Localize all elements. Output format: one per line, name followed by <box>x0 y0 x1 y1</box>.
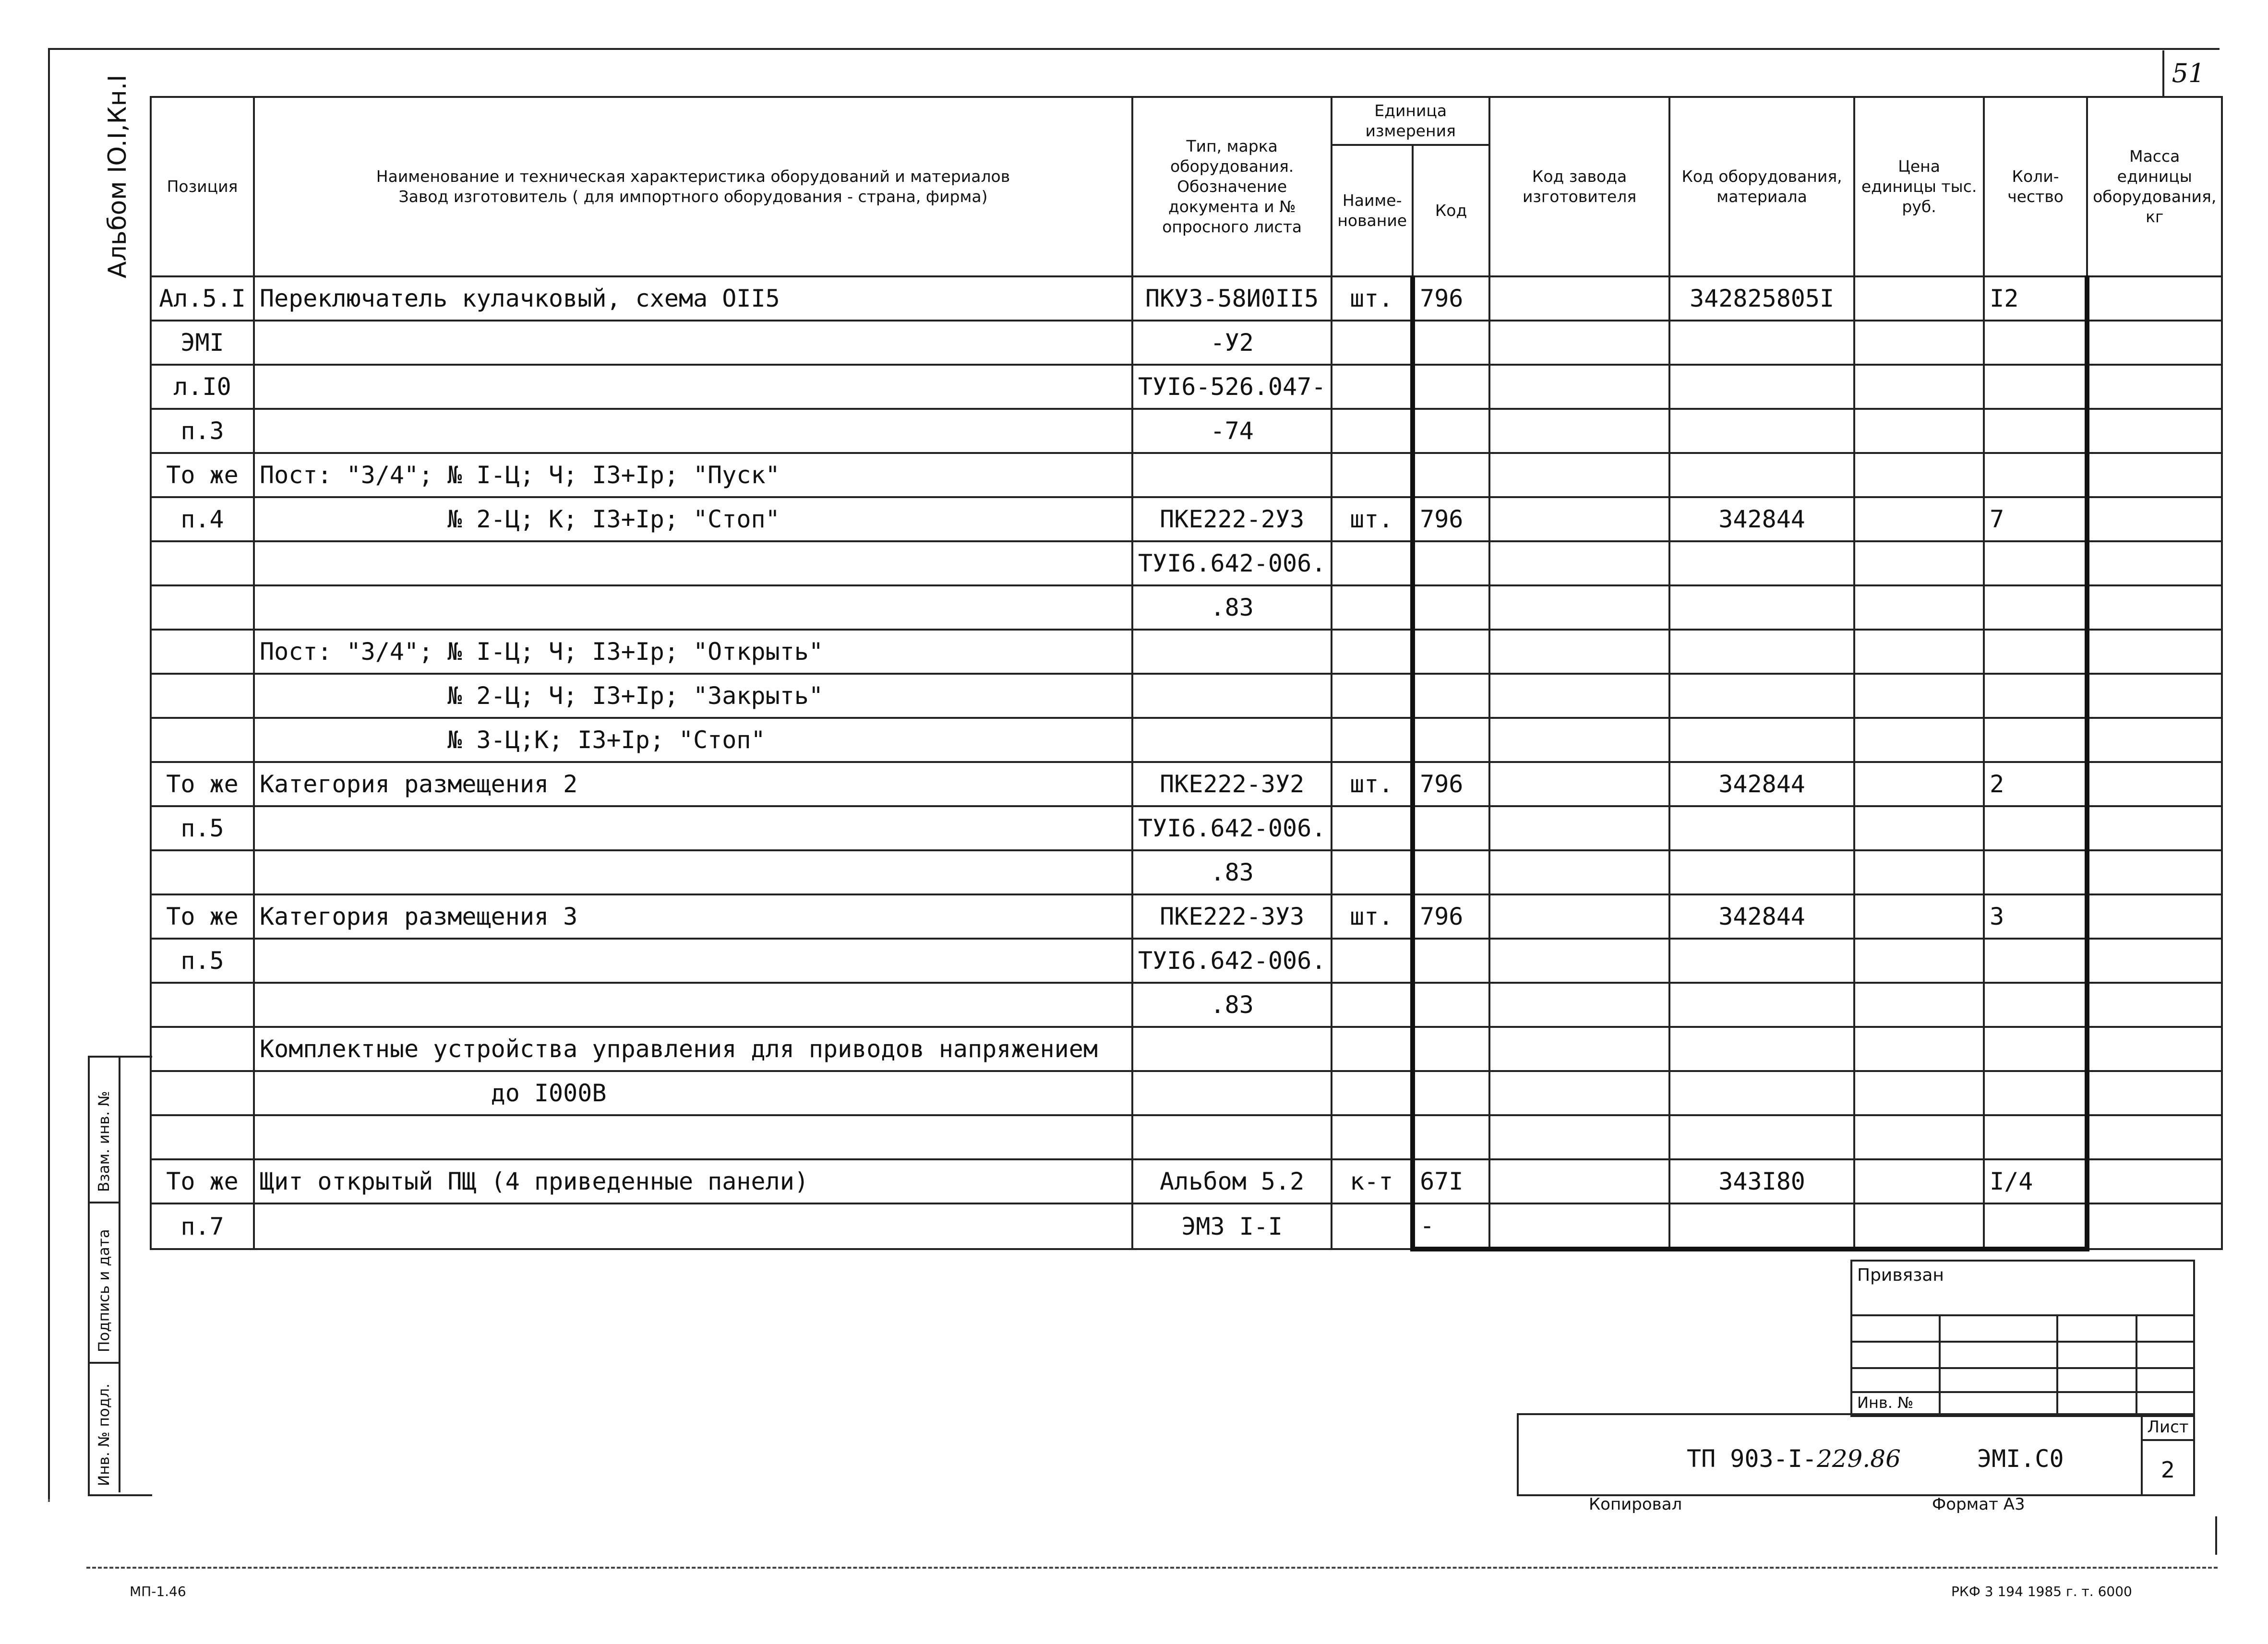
cell-name <box>254 585 1132 630</box>
cell-type: .83 <box>1132 983 1332 1027</box>
strip-inv: Инв. № подл. <box>90 1364 120 1492</box>
cell-type <box>1132 718 1332 762</box>
footer-right: РКФ 3 194 1985 г. т. 6000 <box>1951 1584 2132 1599</box>
document-code: ЭМI.С0 <box>1977 1445 2064 1473</box>
cell-factory-code <box>1489 276 1669 321</box>
cell-price <box>1854 894 1984 939</box>
cell-type <box>1132 1027 1332 1071</box>
table-row <box>151 1071 2222 1115</box>
cell-unit <box>1332 1115 1413 1159</box>
cell-price <box>1854 276 1984 321</box>
cell-price <box>1854 939 1984 983</box>
cell-price <box>1854 1071 1984 1115</box>
cell-position <box>151 850 254 894</box>
cell-code <box>1413 1115 1489 1159</box>
cell-equipment-code <box>1669 409 1854 453</box>
cell-price <box>1854 806 1984 850</box>
cell-factory-code <box>1489 762 1669 806</box>
cell-factory-code <box>1489 497 1669 541</box>
table-row <box>151 1159 2222 1203</box>
format-label: Формат А3 <box>1932 1495 2025 1514</box>
header-quantity: Коли- чество <box>1984 97 2087 276</box>
specification-table <box>150 96 2223 1251</box>
cell-type <box>1132 453 1332 497</box>
table-row <box>151 939 2222 983</box>
cell-equipment-code <box>1669 1115 1854 1159</box>
cell-unit <box>1332 1071 1413 1115</box>
cell-position <box>151 674 254 718</box>
cell-equipment-code <box>1669 1203 1854 1249</box>
cell-quantity <box>1984 541 2087 585</box>
cell-factory-code <box>1489 983 1669 1027</box>
cell-mass <box>2087 1115 2222 1159</box>
cell-mass <box>2087 409 2222 453</box>
cell-type: .83 <box>1132 850 1332 894</box>
cell-equipment-code: 342844 <box>1669 894 1854 939</box>
cell-price <box>1854 1159 1984 1203</box>
cell-quantity: 2 <box>1984 762 2087 806</box>
cell-price <box>1854 674 1984 718</box>
cell-code <box>1413 630 1489 674</box>
cell-name: № 2-Ц; К; I3+Iр; "Стоп" <box>254 497 1132 541</box>
cell-name <box>254 806 1132 850</box>
cell-unit <box>1332 674 1413 718</box>
header-price: Цена единицы тыс. руб. <box>1854 97 1984 276</box>
table-row <box>151 1027 2222 1071</box>
cell-unit <box>1332 541 1413 585</box>
cell-code <box>1413 453 1489 497</box>
cell-price <box>1854 541 1984 585</box>
document-designation: ТП 903-I-229.86 <box>1687 1445 1901 1473</box>
table-row <box>151 585 2222 630</box>
cell-quantity <box>1984 718 2087 762</box>
cell-position <box>151 1071 254 1115</box>
cell-position <box>151 1027 254 1071</box>
cell-type: ПКЕ222-3У2 <box>1132 762 1332 806</box>
cell-mass <box>2087 541 2222 585</box>
cell-quantity <box>1984 365 2087 409</box>
cell-factory-code <box>1489 1115 1669 1159</box>
cell-unit <box>1332 983 1413 1027</box>
cell-mass <box>2087 276 2222 321</box>
cell-type: ПКЕ222-3У3 <box>1132 894 1332 939</box>
cell-equipment-code <box>1669 850 1854 894</box>
cell-type: ТУI6.642-006. <box>1132 939 1332 983</box>
table-row <box>151 321 2222 365</box>
cell-factory-code <box>1489 1203 1669 1249</box>
cell-quantity <box>1984 630 2087 674</box>
sheet-label: Лист <box>2141 1415 2193 1441</box>
header-unit-name: Наиме- нование <box>1332 145 1413 276</box>
cell-type: ТУI6.642-006. <box>1132 541 1332 585</box>
cell-code <box>1413 718 1489 762</box>
cell-code: 67I <box>1413 1159 1489 1203</box>
cell-name: Комплектные устройства управления для приводов напряжением <box>254 1027 1132 1071</box>
cell-type: ТУI6-526.047- <box>1132 365 1332 409</box>
cell-name: Щит открытый ПЩ (4 приведенные панели) <box>254 1159 1132 1203</box>
cell-code: - <box>1413 1203 1489 1249</box>
cell-code <box>1413 365 1489 409</box>
table-row <box>151 894 2222 939</box>
cell-unit <box>1332 321 1413 365</box>
cell-price <box>1854 453 1984 497</box>
cell-name: Пост: "3/4"; № I-Ц; Ч; I3+Iр; "Пуск" <box>254 453 1132 497</box>
cell-name: № 2-Ц; Ч; I3+Iр; "Закрыть" <box>254 674 1132 718</box>
table-row <box>151 1115 2222 1159</box>
cell-equipment-code: 342844 <box>1669 497 1854 541</box>
header-position: Позиция <box>151 97 254 276</box>
cell-unit <box>1332 806 1413 850</box>
table-row <box>151 409 2222 453</box>
cell-factory-code <box>1489 939 1669 983</box>
cell-position: п.3 <box>151 409 254 453</box>
header-equipment-code: Код оборудования, материала <box>1669 97 1854 276</box>
cell-name <box>254 541 1132 585</box>
header-mass: Масса единицы оборудования, кг <box>2087 97 2222 276</box>
cell-equipment-code <box>1669 806 1854 850</box>
document-number: 229.86 <box>1816 1445 1901 1473</box>
cell-type: ТУI6.642-006. <box>1132 806 1332 850</box>
cell-code <box>1413 409 1489 453</box>
cell-position <box>151 983 254 1027</box>
cell-quantity <box>1984 983 2087 1027</box>
cell-mass <box>2087 718 2222 762</box>
sheet-number: 2 <box>2141 1441 2193 1494</box>
cell-code <box>1413 1027 1489 1071</box>
table-row <box>151 983 2222 1027</box>
cell-position <box>151 718 254 762</box>
cell-name: Пост: "3/4"; № I-Ц; Ч; I3+Iр; "Открыть" <box>254 630 1132 674</box>
cell-mass <box>2087 850 2222 894</box>
cell-name <box>254 321 1132 365</box>
cell-position: п.4 <box>151 497 254 541</box>
cell-unit <box>1332 365 1413 409</box>
cell-quantity <box>1984 409 2087 453</box>
cell-name: до I000В <box>254 1071 1132 1115</box>
cell-equipment-code <box>1669 674 1854 718</box>
table-row <box>151 276 2222 321</box>
cell-equipment-code <box>1669 1071 1854 1115</box>
cell-quantity: 3 <box>1984 894 2087 939</box>
binding-stamp <box>1850 1260 2195 1417</box>
table-row <box>151 365 2222 409</box>
cell-mass <box>2087 806 2222 850</box>
cell-type <box>1132 630 1332 674</box>
cell-mass <box>2087 453 2222 497</box>
cell-quantity: 7 <box>1984 497 2087 541</box>
cell-price <box>1854 1203 1984 1249</box>
cell-unit: шт. <box>1332 894 1413 939</box>
cell-price <box>1854 409 1984 453</box>
cell-factory-code <box>1489 630 1669 674</box>
cell-unit <box>1332 585 1413 630</box>
header-unit-code: Код <box>1413 145 1489 276</box>
cell-position <box>151 541 254 585</box>
cell-price <box>1854 983 1984 1027</box>
cell-position: п.5 <box>151 939 254 983</box>
cell-unit: к-т <box>1332 1159 1413 1203</box>
cell-position: То же <box>151 762 254 806</box>
cell-quantity <box>1984 1027 2087 1071</box>
title-block <box>1517 1413 2195 1496</box>
cell-type: Альбом 5.2 <box>1132 1159 1332 1203</box>
cell-unit <box>1332 409 1413 453</box>
cell-position: Ал.5.I <box>151 276 254 321</box>
strip-podpis: Подпись и дата <box>90 1203 120 1364</box>
cell-position: То же <box>151 894 254 939</box>
header-unit-group: Единица измерения <box>1332 97 1489 145</box>
cell-position: То же <box>151 1159 254 1203</box>
cell-position <box>151 1115 254 1159</box>
cell-name <box>254 1203 1132 1249</box>
cell-mass <box>2087 1203 2222 1249</box>
cell-equipment-code <box>1669 1027 1854 1071</box>
table-row <box>151 541 2222 585</box>
album-text: Альбом IO.I,Кн.I <box>103 74 132 278</box>
cell-factory-code <box>1489 409 1669 453</box>
cell-factory-code <box>1489 718 1669 762</box>
cell-unit <box>1332 1027 1413 1071</box>
approval-strip <box>88 1056 152 1496</box>
cell-equipment-code <box>1669 585 1854 630</box>
cell-factory-code <box>1489 806 1669 850</box>
cell-code <box>1413 674 1489 718</box>
cell-unit: шт. <box>1332 497 1413 541</box>
cell-position: л.I0 <box>151 365 254 409</box>
page-number: 51 <box>2162 50 2212 98</box>
cell-quantity <box>1984 674 2087 718</box>
cell-mass <box>2087 1071 2222 1115</box>
cell-price <box>1854 585 1984 630</box>
cell-mass <box>2087 674 2222 718</box>
cell-unit: шт. <box>1332 276 1413 321</box>
cell-factory-code <box>1489 1071 1669 1115</box>
cell-type <box>1132 1071 1332 1115</box>
cell-equipment-code: 342825805I <box>1669 276 1854 321</box>
cell-quantity <box>1984 1203 2087 1249</box>
cell-price <box>1854 850 1984 894</box>
cell-code: 796 <box>1413 894 1489 939</box>
cell-unit <box>1332 718 1413 762</box>
table-row <box>151 674 2222 718</box>
cell-equipment-code <box>1669 630 1854 674</box>
cell-code <box>1413 806 1489 850</box>
cell-name: № 3-Ц;К; I3+Iр; "Стоп" <box>254 718 1132 762</box>
cell-quantity <box>1984 1115 2087 1159</box>
cell-price <box>1854 365 1984 409</box>
cell-quantity <box>1984 321 2087 365</box>
cell-mass <box>2087 983 2222 1027</box>
cell-type: .83 <box>1132 585 1332 630</box>
cell-quantity: I/4 <box>1984 1159 2087 1203</box>
cell-equipment-code: 343I80 <box>1669 1159 1854 1203</box>
privyazan-label: Привязан <box>1857 1265 1944 1285</box>
header-type: Тип, марка оборудования. Обозначение документа и № опросного листа <box>1132 97 1332 276</box>
cell-code <box>1413 585 1489 630</box>
cell-type: -74 <box>1132 409 1332 453</box>
cell-code: 796 <box>1413 497 1489 541</box>
table-row <box>151 762 2222 806</box>
table-row <box>151 453 2222 497</box>
header-name-line2: Завод изготовитель ( для импортного оборудования - страна, фирма) <box>398 187 988 206</box>
cell-name: Переключатель кулачковый, схема OII5 <box>254 276 1132 321</box>
cell-position: ЭМI <box>151 321 254 365</box>
cell-factory-code <box>1489 1027 1669 1071</box>
cell-factory-code <box>1489 894 1669 939</box>
cell-type: ЭМ3 I-I <box>1132 1203 1332 1249</box>
cell-unit <box>1332 1203 1413 1249</box>
cell-unit: шт. <box>1332 762 1413 806</box>
cell-code: 796 <box>1413 762 1489 806</box>
cell-name <box>254 983 1132 1027</box>
cell-code: 796 <box>1413 276 1489 321</box>
strip-vzam: Взам. инв. № <box>90 1058 120 1203</box>
cell-equipment-code <box>1669 939 1854 983</box>
cell-position: п.7 <box>151 1203 254 1249</box>
cell-quantity <box>1984 1071 2087 1115</box>
cell-quantity <box>1984 585 2087 630</box>
header-name-line1: Наименование и техническая характеристика оборудований и материалов <box>376 167 1010 186</box>
cell-code <box>1413 850 1489 894</box>
bottom-rule <box>86 1567 2218 1569</box>
header-factory-code: Код завода изготовителя <box>1489 97 1669 276</box>
inv-no-label: Инв. № <box>1857 1394 1914 1412</box>
cell-price <box>1854 1027 1984 1071</box>
cell-mass <box>2087 1027 2222 1071</box>
cell-name <box>254 850 1132 894</box>
cell-factory-code <box>1489 541 1669 585</box>
cell-price <box>1854 630 1984 674</box>
cell-factory-code <box>1489 453 1669 497</box>
cell-type <box>1132 674 1332 718</box>
cell-equipment-code <box>1669 453 1854 497</box>
cell-price <box>1854 762 1984 806</box>
cell-mass <box>2087 630 2222 674</box>
cell-mass <box>2087 939 2222 983</box>
cell-price <box>1854 497 1984 541</box>
cell-unit <box>1332 850 1413 894</box>
cell-code <box>1413 321 1489 365</box>
cell-position <box>151 630 254 674</box>
cell-quantity <box>1984 453 2087 497</box>
cell-name: Категория размещения 3 <box>254 894 1132 939</box>
cell-factory-code <box>1489 1159 1669 1203</box>
cell-code <box>1413 983 1489 1027</box>
cell-factory-code <box>1489 850 1669 894</box>
cell-name <box>254 365 1132 409</box>
cell-factory-code <box>1489 674 1669 718</box>
cell-price <box>1854 1115 1984 1159</box>
cell-code <box>1413 939 1489 983</box>
cell-type <box>1132 1115 1332 1159</box>
table-row <box>151 630 2222 674</box>
cell-type: -У2 <box>1132 321 1332 365</box>
cell-equipment-code <box>1669 718 1854 762</box>
copied-label: Копировал <box>1589 1495 1682 1514</box>
cell-factory-code <box>1489 365 1669 409</box>
cell-type: ПКУ3-58И0II5 <box>1132 276 1332 321</box>
table-row <box>151 497 2222 541</box>
cell-mass <box>2087 585 2222 630</box>
cell-code <box>1413 541 1489 585</box>
cell-quantity: I2 <box>1984 276 2087 321</box>
cell-code <box>1413 1071 1489 1115</box>
cell-price <box>1854 718 1984 762</box>
table-row <box>151 850 2222 894</box>
cell-name <box>254 409 1132 453</box>
cell-price <box>1854 321 1984 365</box>
cell-name <box>254 1115 1132 1159</box>
cell-equipment-code: 342844 <box>1669 762 1854 806</box>
cell-mass <box>2087 1159 2222 1203</box>
album-label <box>103 74 132 278</box>
cell-equipment-code <box>1669 541 1854 585</box>
cell-mass <box>2087 497 2222 541</box>
cell-name <box>254 939 1132 983</box>
cell-unit <box>1332 630 1413 674</box>
cell-factory-code <box>1489 321 1669 365</box>
cell-quantity <box>1984 850 2087 894</box>
cell-quantity <box>1984 806 2087 850</box>
cell-position: То же <box>151 453 254 497</box>
cell-name: Категория размещения 2 <box>254 762 1132 806</box>
cell-quantity <box>1984 939 2087 983</box>
cell-equipment-code <box>1669 365 1854 409</box>
cell-mass <box>2087 321 2222 365</box>
frame-right-edge <box>2215 1516 2217 1555</box>
cell-mass <box>2087 762 2222 806</box>
cell-position <box>151 585 254 630</box>
cell-position: п.5 <box>151 806 254 850</box>
cell-type: ПКЕ222-2У3 <box>1132 497 1332 541</box>
table-row <box>151 1203 2222 1249</box>
cell-factory-code <box>1489 585 1669 630</box>
cell-mass <box>2087 894 2222 939</box>
cell-equipment-code <box>1669 321 1854 365</box>
cell-unit <box>1332 453 1413 497</box>
table-row <box>151 718 2222 762</box>
header-name <box>254 97 1132 276</box>
cell-unit <box>1332 939 1413 983</box>
cell-equipment-code <box>1669 983 1854 1027</box>
cell-mass <box>2087 365 2222 409</box>
table-row <box>151 806 2222 850</box>
footer-left: МП-1.46 <box>130 1584 186 1599</box>
